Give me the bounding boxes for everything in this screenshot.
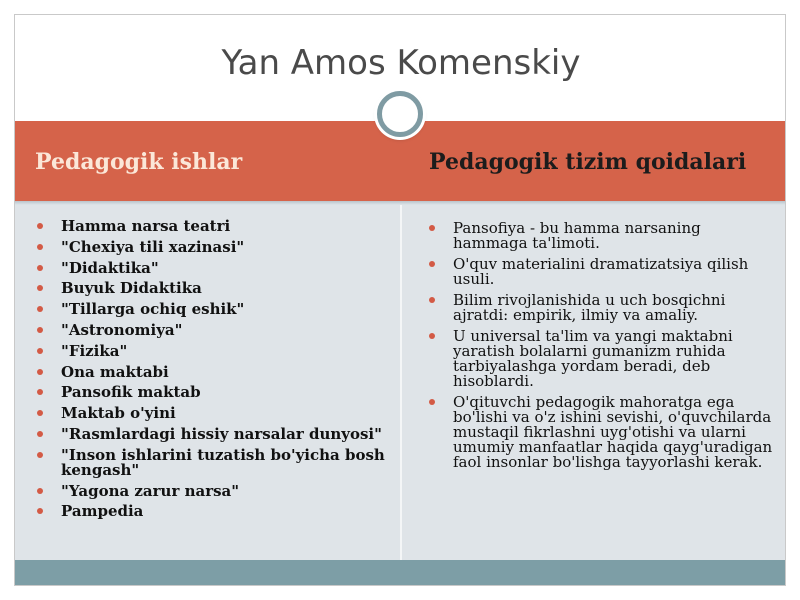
list-item-text: "Tillarga ochiq eshik" [61, 300, 245, 319]
circle-ornament-icon [377, 91, 423, 137]
list-item [429, 221, 779, 251]
slide-title: Yan Amos Komenskiy [221, 43, 581, 83]
footer-band [15, 560, 786, 586]
bullet-icon [429, 297, 435, 303]
list-item-text: "Yagona zarur narsa" [61, 481, 240, 500]
list-item-text: "Didaktika" [61, 258, 159, 277]
list-item [37, 302, 387, 317]
bullet-icon [37, 244, 43, 250]
list-item [37, 362, 387, 381]
bullet-icon [37, 223, 43, 229]
list-item [37, 445, 387, 479]
list-item [37, 481, 387, 500]
bullet-icon [37, 410, 43, 416]
list-item-text: Pansofiya - bu hamma narsaning hammaga ta'limoti. [453, 219, 701, 252]
list-item [37, 424, 387, 443]
list-item [429, 257, 779, 287]
bullet-icon [37, 348, 43, 354]
list-item [37, 237, 387, 256]
right-column-header: Pedagogik tizim qoidalari [429, 149, 747, 175]
list-item [37, 320, 387, 339]
list-item-text: U universal ta'lim va yangi maktabni yaratish bolalarni gumanizm ruhida tarbiyalashga yordam beradi, deb hisoblardi. [453, 327, 733, 390]
list-item [37, 385, 387, 400]
list-item-text: Ona maktabi [61, 362, 169, 381]
list-item [37, 258, 387, 277]
bullet-icon [37, 452, 43, 458]
list-item [37, 281, 387, 296]
column-divider [400, 205, 402, 560]
pedagogical-works-list [37, 219, 387, 525]
bullet-icon [429, 261, 435, 267]
bullet-icon [37, 488, 43, 494]
list-item [37, 504, 387, 519]
list-item-text: Maktab o'yini [61, 404, 176, 423]
list-item [37, 341, 387, 360]
left-column-header: Pedagogik ishlar [35, 149, 243, 175]
list-item [37, 406, 387, 421]
list-item-text: Pampedia [61, 502, 144, 521]
list-item-text: Hamma narsa teatri [61, 217, 231, 235]
bullet-icon [37, 369, 43, 375]
list-item [37, 219, 387, 234]
bullet-icon [37, 431, 43, 437]
pedagogical-principles-list [429, 221, 779, 476]
bullet-icon [37, 265, 43, 271]
list-item-text: Pansofik maktab [61, 383, 201, 402]
list-item-text: "Fizika" [61, 341, 128, 360]
list-item-text: Bilim rivojlanishida u uch bosqichni ajratdi: empirik, ilmiy va amaliy. [453, 291, 726, 324]
list-item [429, 395, 779, 470]
bullet-icon [37, 285, 43, 291]
list-item-text: Buyuk Didaktika [61, 279, 202, 298]
bullet-icon [429, 399, 435, 405]
slide [14, 14, 786, 586]
list-item [429, 293, 779, 323]
bullet-icon [37, 389, 43, 395]
list-item-text: O'quv materialini dramatizatsiya qilish usuli. [453, 255, 749, 288]
list-item-text: "Chexiya tili xazinasi" [61, 237, 245, 256]
bullet-icon [37, 327, 43, 333]
list-item-text: "Inson ishlarini tuzatish bo'yicha bosh kengash" [61, 445, 385, 479]
list-item [429, 329, 779, 389]
bullet-icon [37, 306, 43, 312]
list-item-text: O'qituvchi pedagogik mahoratga ega bo'lishi va o'z ishini sevishi, o'quvchilarda mustaqil fikrlashni uyg'otishi va ularni umumiy manfaatlar haqida qayg'uradigan faol insonlar bo'lishga tayyorlashi kerak. [453, 393, 773, 471]
list-item-text: "Rasmlardagi hissiy narsalar dunyosi" [61, 424, 382, 443]
list-item-text: "Astronomiya" [61, 320, 183, 339]
bullet-icon [429, 333, 435, 339]
bullet-icon [429, 225, 435, 231]
bullet-icon [37, 508, 43, 514]
